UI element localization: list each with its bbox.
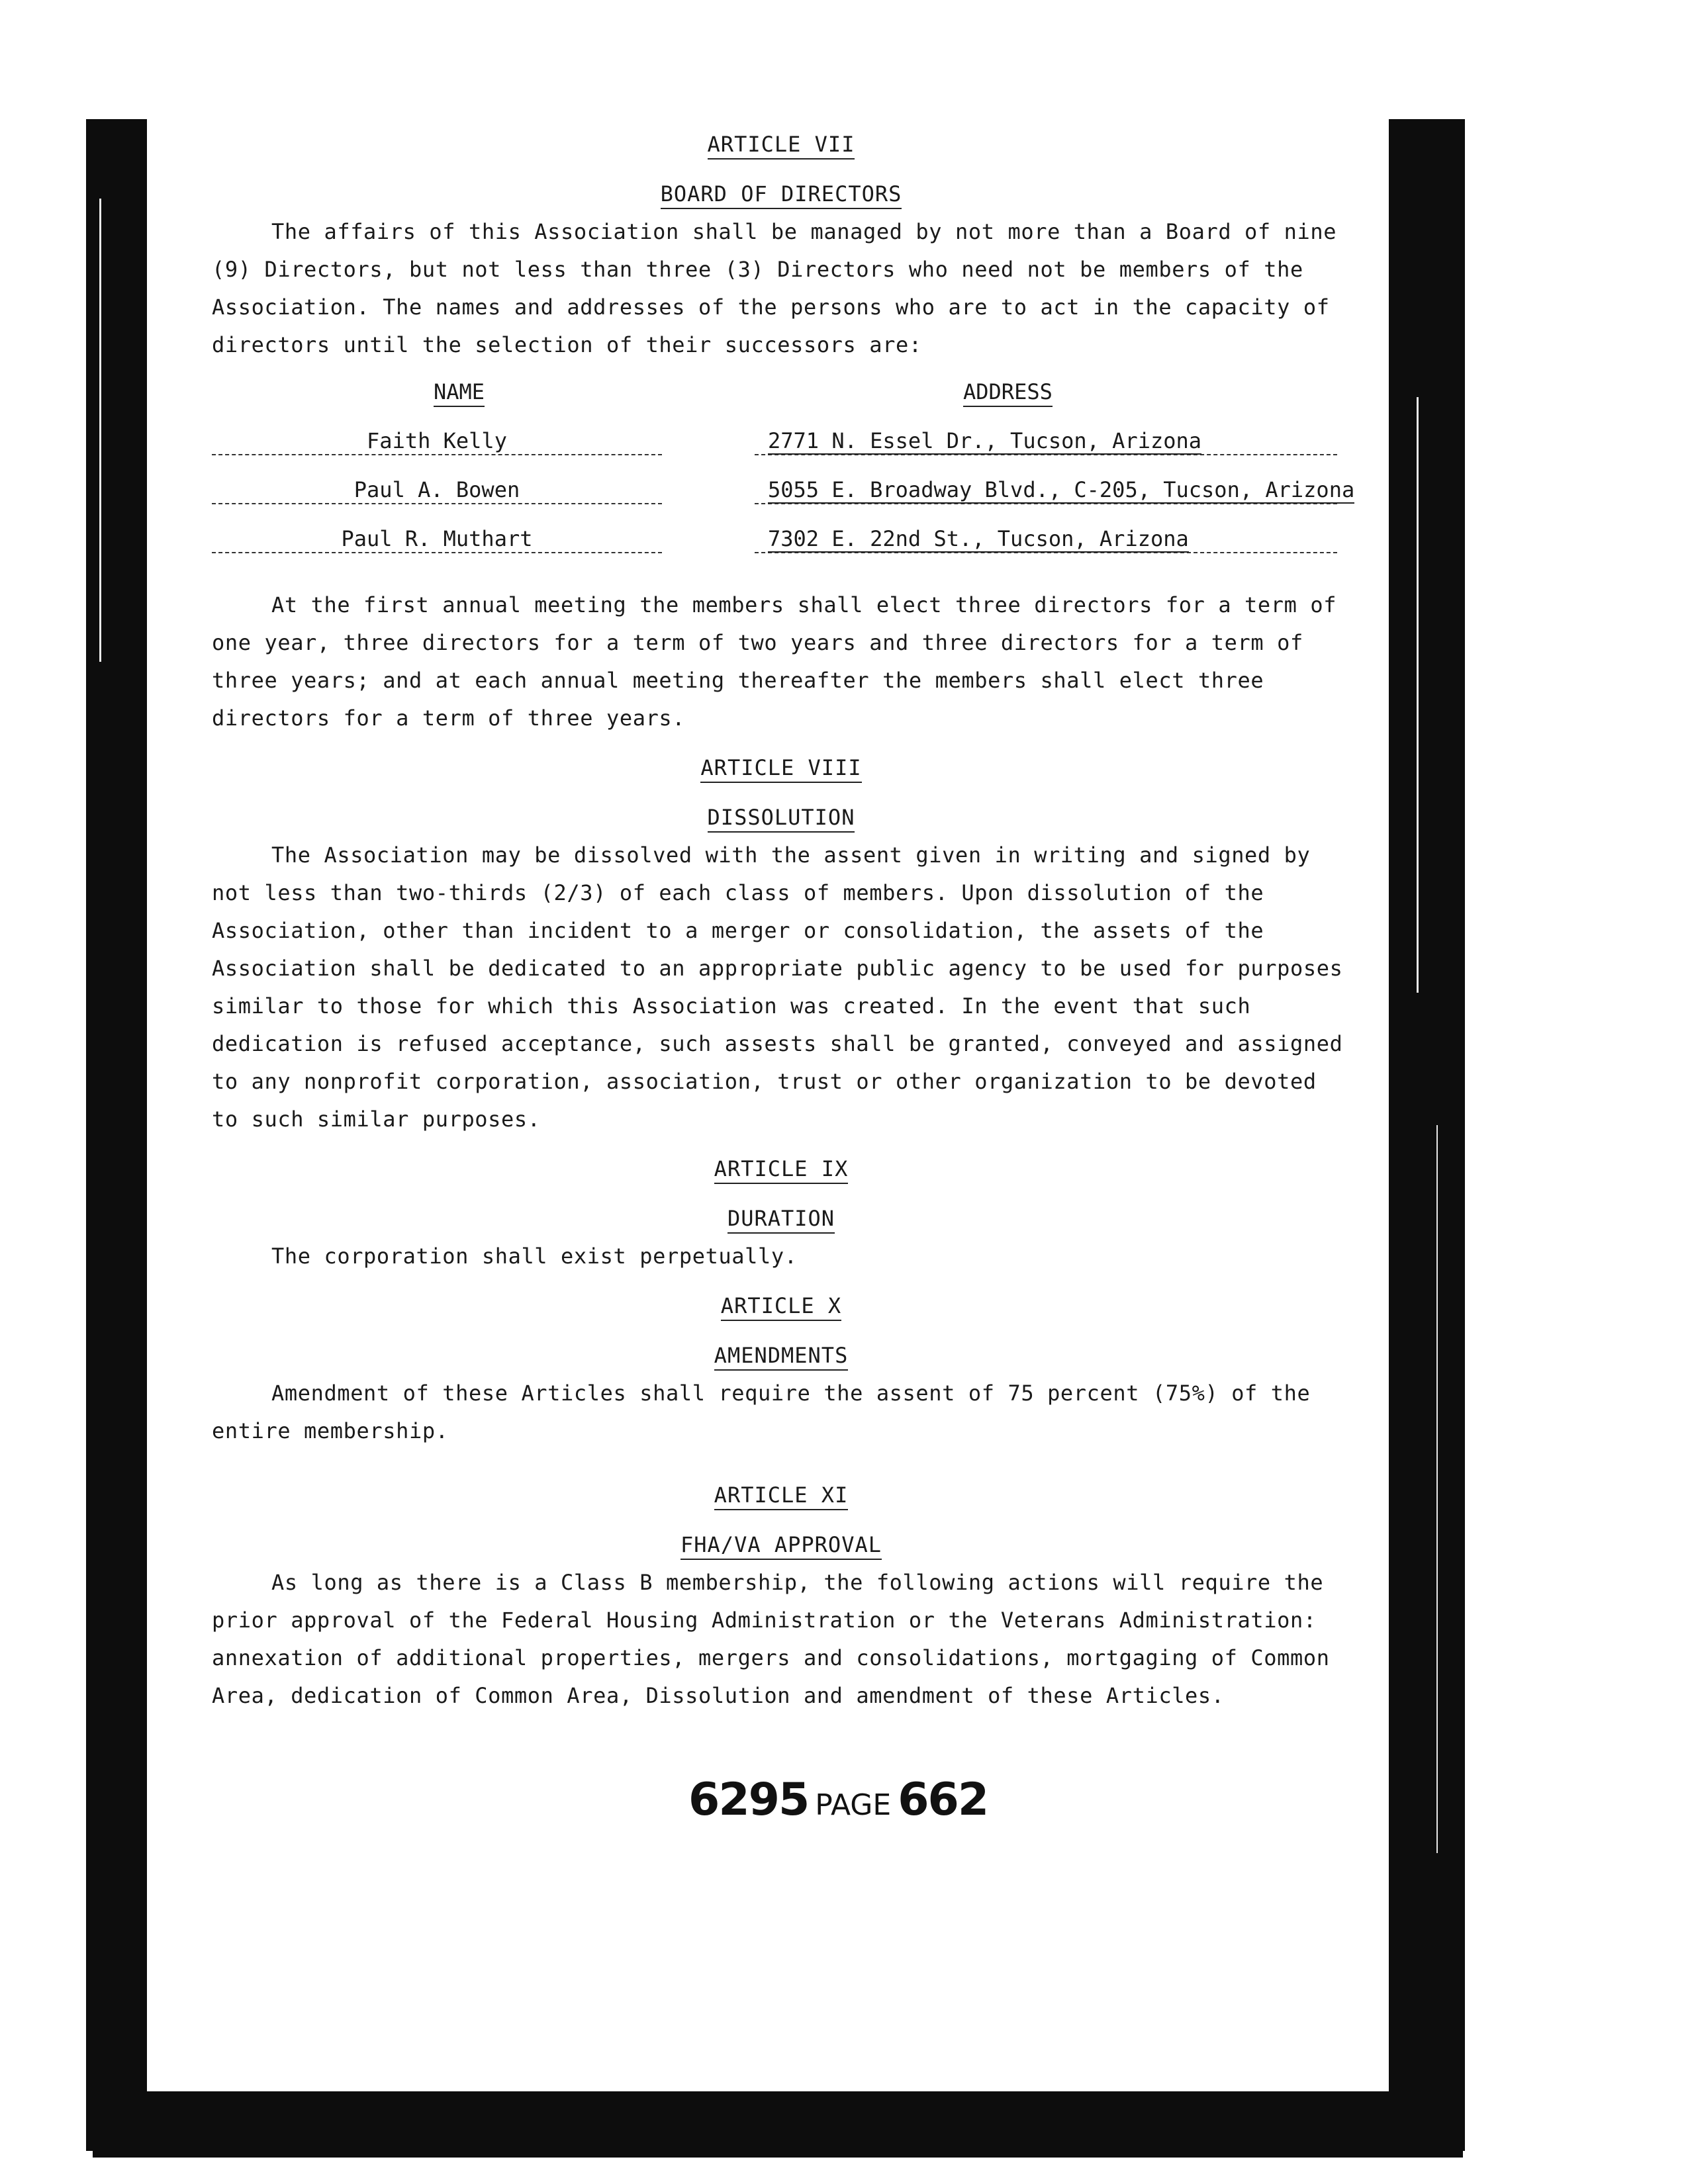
- director-name: Paul R. Muthart: [341, 526, 533, 551]
- article-x-title: ARTICLE X: [212, 1287, 1350, 1325]
- director-address: 2771 N. Essel Dr., Tucson, Arizona: [768, 428, 1202, 453]
- article-x-subtitle: AMENDMENTS: [212, 1337, 1350, 1375]
- docket-number: 6295: [688, 1774, 809, 1826]
- article-xi-subtitle: FHA/VA APPROVAL: [212, 1526, 1350, 1564]
- directors-table-header: [212, 373, 1350, 420]
- director-row: [212, 420, 1350, 469]
- article-vii-title: ARTICLE VII: [212, 126, 1350, 163]
- page-number: 662: [898, 1774, 988, 1826]
- address-column-header: ADDRESS: [963, 373, 1053, 411]
- director-name: Faith Kelly: [367, 428, 507, 453]
- scan-scratch: [1436, 1125, 1438, 1853]
- article-vii-paragraph-2: At the first annual meeting the members shall elect three directors for a term of one year, three directors for a term of two years and three directors for a term of three years; and at each annual meeting thereafter the members shall elect three directors for a term of three years.: [212, 592, 1337, 731]
- scan-scratch: [1417, 397, 1419, 993]
- article-xi-title: ARTICLE XI: [212, 1477, 1350, 1514]
- article-ix-paragraph: The corporation shall exist perpetually.: [271, 1244, 798, 1269]
- document-body: [212, 126, 1355, 1715]
- scan-border-right: [1389, 119, 1465, 2151]
- article-ix-title: ARTICLE IX: [212, 1150, 1350, 1188]
- article-viii-title: ARTICLE VIII: [212, 749, 1350, 787]
- article-ix-subtitle: DURATION: [212, 1200, 1350, 1238]
- director-address: 7302 E. 22nd St., Tucson, Arizona: [768, 526, 1189, 551]
- article-xi-paragraph: As long as there is a Class B membership, the following actions will require the prior approval of the Federal Housing Administration or the Veterans Administration: annexation of additional properties, mergers and consolidations, mortgaging of Common Area, dedication of Common Area, Dissolution and amendment of these Articles.: [212, 1570, 1330, 1708]
- article-viii-paragraph: The Association may be dissolved with the assent given in writing and signed by not less than two-thirds (2/3) of each class of members. Upon dissolution of the Association, other than incident to a merger or consolidation, the assets of the Association shall be dedicated to an appropriate public agency to be used for purposes similar to those for which this Association was created. In the event that such dedication is refused acceptance, such assests shall be granted, conveyed and assigned to any nonprofit corporation, association, trust or other organization to be devoted to such similar purposes.: [212, 842, 1343, 1132]
- director-address: 5055 E. Broadway Blvd., C-205, Tucson, Arizona: [768, 477, 1355, 502]
- scan-border-bottom: [93, 2091, 1463, 2158]
- name-column-header: NAME: [434, 373, 485, 411]
- recording-stamp: [688, 1774, 988, 1826]
- director-row: [212, 469, 1355, 518]
- scan-border-left: [86, 119, 147, 2151]
- director-name: Paul A. Bowen: [353, 477, 520, 502]
- article-viii-subtitle: DISSOLUTION: [212, 799, 1350, 837]
- director-row: [212, 518, 1350, 567]
- article-vii-paragraph: The affairs of this Association shall be managed by not more than a Board of nine (9) Directors, but not less than three (3) Directors who need not be members of the Association. The names and addresses of the persons who are to act in the capacity of directors until the selection of their successors are:: [212, 219, 1337, 357]
- article-vii-subtitle: BOARD OF DIRECTORS: [212, 175, 1350, 213]
- article-x-paragraph: Amendment of these Articles shall require the assent of 75 percent (75%) of the entire membership.: [212, 1381, 1311, 1443]
- scan-scratch: [99, 199, 101, 662]
- page-label: PAGE: [815, 1788, 892, 1822]
